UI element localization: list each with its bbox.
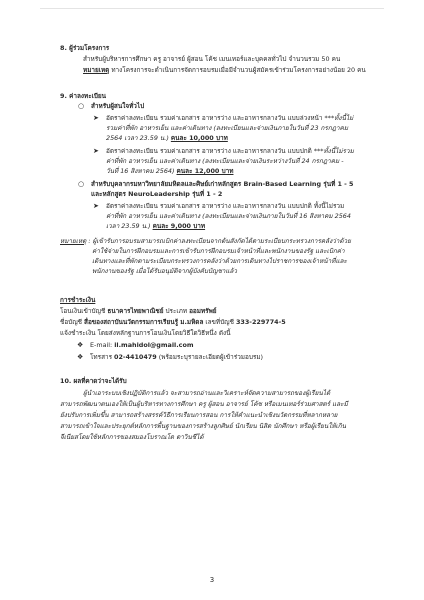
section-10-heading: 10. ผลที่คาดว่าจะได้รับ <box>60 377 127 385</box>
section-9-note-line2: ค่าใช้จ่ายในการฝึกอบรมและการเข้ารับการฝึกอบรมเจ้าหน้าที่และพนักงานของรัฐ และเบิกค่า <box>92 247 345 255</box>
section-10-line5: จีเนียสโดยใช้หลักการของสมองโบราณโด ตาวินชีได้ <box>60 433 204 441</box>
note-label: หมายเหตุ <box>83 66 110 74</box>
payment-bank-line: โอนเงินเข้าบัญชี ธนาคารไทยพาณิชย์ ประเภท ออมทรัพย์ <box>60 307 217 315</box>
section-10-line4: สามารถเข้าใจและประยุกต์หลักการพื้นฐานของการสร้างลูกศิษย์ นักเรียน นิสิต นักศึกษา หรือผู้เรียนให้เกิน <box>60 422 346 430</box>
g1-item1-line1: อัตราค่าลงทะเบียน รวมค่าเอกสาร อาหารว่าง และอาหารกลางวัน แบบล่วงหน้า ***ทั้งนี้ไม่ <box>106 114 354 122</box>
email-address[interactable]: il.mahidol@gmail.com <box>114 341 194 349</box>
g1-item1-line2: รวมค่าที่พัก อาหารเย็น และค่าเดินทาง (ลงทะเบียนและจ่ายเงินภายในวันที่ 23 กรกฎาคม <box>106 124 349 132</box>
price-10000: คนละ 10,000 บาท <box>170 134 228 142</box>
section-8-heading: 8. ผู้ร่วมโครงการ <box>60 44 110 52</box>
g2-item1-line2: ค่าที่พัก อาหารเย็น และค่าเดินทาง (ลงทะเบียนและจ่ายเงินภายในวันที่ 16 สิงหาคม 2564 <box>106 212 351 220</box>
section-10-line3: ยังปรับการเพิ่มขึ้น สามารถสร้างสรรค์วิธีการเรียนการสอน การให้คำแนะนำเชิงนวัตกรรมที่หลากหลาย <box>60 411 338 419</box>
g2-item1-line1: อัตราค่าลงทะเบียน รวมค่าเอกสาร อาหารว่าง และอาหารกลางวัน แบบปกติ ทั้งนี้ไม่รวม <box>106 202 345 210</box>
fax-line: โทรสาร 02-4410479 (พร้อมระบุรายละเอียดผู้เข้าร่วมอบรม) <box>90 353 264 361</box>
section-9-note-line3: เดินทางและที่พักตามระเบียบกระทรวงการคลังว่าด้วยการเดินทางไปราชการของเจ้าหน้าที่และ <box>92 257 347 265</box>
note-text: ทางโครงการจะดำเนินการจัดการอบรมเมื่อมีจำนวนผู้สมัครเข้าร่วมโครงการอย่างน้อย 20 คน <box>109 66 366 74</box>
payment-instruction: แจ้งชำระเงิน โดยส่งหลักฐานการโอนเงินโดยวิธีใดวิธีหนึ่ง ดังนี้ <box>60 329 231 337</box>
payment-heading: การชำระเงิน <box>60 296 96 304</box>
hollow-bullet-icon: ○ <box>78 180 85 188</box>
section-9-note-line1: หมายเหตุ : ผู้เข้ารับการอบรมสามารถเบิกค่าลงทะเบียนจากต้นสังกัดได้ตามระเบียบกระทรวงการคลังว่าด้วย <box>60 237 351 245</box>
section-8-text: สำหรับผู้บริหารการศึกษา ครู อาจารย์ ผู้สอน โค้ช เมนเทอร์และบุคคลทั่วไป จำนวนรวม 50 คน <box>83 55 341 63</box>
group-1-title: สำหรับผู้สนใจทั่วไป <box>91 102 145 110</box>
price-9000: คนละ 9,000 บาท <box>152 222 206 230</box>
section-10-line2: สามารถพัฒนาตนเองให้เป็นผู้บริหารทางการศึกษา ครู ผู้สอน อาจารย์ โค้ช หรือเมนเทอร์ร่วมศาสตร์ และมี <box>60 400 348 408</box>
arrow-bullet-icon: ➤ <box>93 114 99 122</box>
g1-item1-line3: 2564 เวลา 23.59 น.) คนละ 10,000 บาท <box>106 134 228 142</box>
g1-item2-line3: วันที่ 16 สิงหาคม 2564) คนละ 12,000 บาท <box>106 167 234 175</box>
hollow-bullet-icon: ○ <box>78 102 85 110</box>
g2-item1-line3: เวลา 23.59 น.) คนละ 9,000 บาท <box>106 222 206 230</box>
diamond-bullet-icon: ❖ <box>77 341 84 349</box>
section-9-note-line4: พนักงานของรัฐ เมื่อได้รับอนุมัติจากผู้บังคับบัญชาแล้ว <box>92 267 238 275</box>
page-number: 3 <box>209 576 215 584</box>
note-label: หมายเหตุ <box>60 237 87 245</box>
group-2-title-line2: และหลักสูตร NeuroLeadership รุ่นที่ 1 - 2 <box>91 190 223 198</box>
section-10-line1: ผู้นำเอาระบบเชิงปฏิบัติการแล้ว จะสามารถอ่านและวิเคราะห์จัดความสามารถของผู้เรียนได้ <box>83 389 331 397</box>
fax-number: 02-4410479 <box>114 353 157 361</box>
g1-item2-line2: ค่าที่พัก อาหารเย็น และค่าเดินทาง (ลงทะเบียนและจ่ายเงินระหว่างวันที่ 24 กรกฎาคม - <box>106 157 344 165</box>
diamond-bullet-icon: ❖ <box>77 353 84 361</box>
arrow-bullet-icon: ➤ <box>93 147 99 155</box>
group-2-title-line1: สำหรับบุคลากรมหาวิทยาลัยมหิดลและศิษย์เก่าหลักสูตร Brain-Based Learning รุ่นที่ 1 - 5 <box>91 180 354 188</box>
email-line: E-mail: il.mahidol@gmail.com <box>90 341 194 349</box>
price-12000: คนละ 12,000 บาท <box>176 167 234 175</box>
section-8-note <box>83 66 366 74</box>
account-number: 333-229774-5 <box>235 318 286 326</box>
section-9-heading: 9. ค่าลงทะเบียน <box>60 92 106 100</box>
arrow-bullet-icon: ➤ <box>93 202 99 210</box>
g1-item2-line1: อัตราค่าลงทะเบียน รวมค่าเอกสาร อาหารว่าง และอาหารกลางวัน แบบปกติ ***ทั้งนี้ไม่รวม <box>106 147 354 155</box>
top-scan-line <box>40 8 384 9</box>
payment-account-line: ชื่อบัญชี สื่อของสถาบันนวัตกรรมการเรียนรู้ ม.มหิดล เลขที่บัญชี 333-229774-5 <box>60 318 286 326</box>
